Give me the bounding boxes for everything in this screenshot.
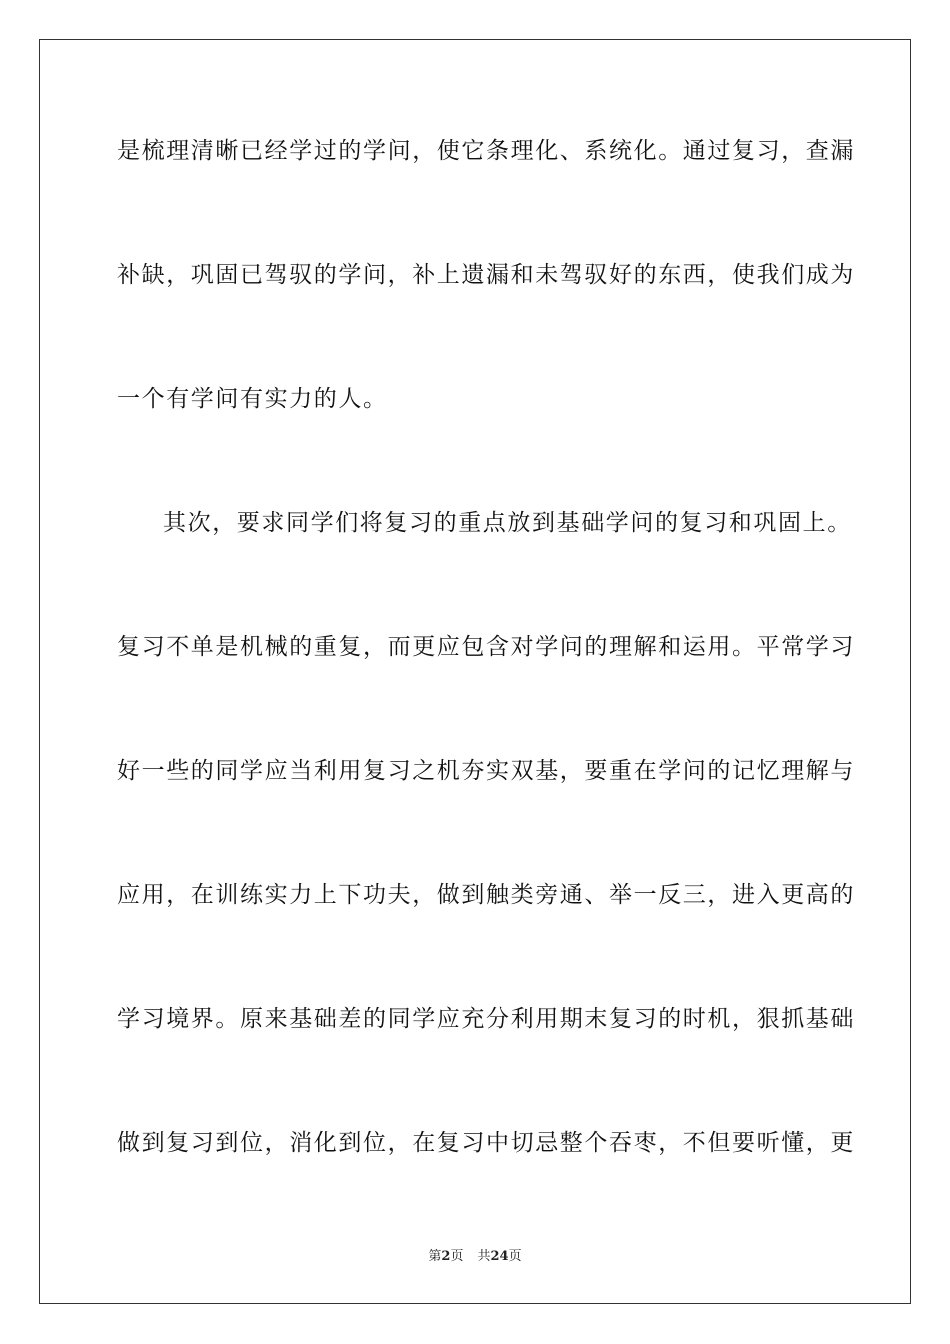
page-prefix: 第: [428, 1249, 442, 1264]
text-line-5: 复习不单是机械的重复，而更应包含对学问的理解和运用。平常学习: [117, 634, 855, 660]
text-line-9: 做到复习到位，消化到位，在复习中切忌整个吞枣，不但要听懂，更: [117, 1130, 855, 1156]
page-border: [39, 39, 911, 1304]
text-line-7: 应用，在训练实力上下功夫，做到触类旁通、举一反三，进入更高的: [117, 882, 855, 908]
total-suffix: 页: [508, 1249, 522, 1264]
text-line-8: 学习境界。原来基础差的同学应充分利用期末复习的时机，狠抓基础: [117, 1006, 855, 1032]
total-prefix: 共: [477, 1249, 491, 1264]
page-footer: [0, 1248, 950, 1266]
text-line-1: 是梳理清晰已经学过的学问，使它条理化、系统化。通过复习，查漏: [117, 138, 855, 164]
page-number: 2: [441, 1249, 451, 1264]
text-line-4: 其次，要求同学们将复习的重点放到基础学问的复习和巩固上。: [163, 510, 852, 536]
total-pages: 24: [490, 1249, 509, 1264]
text-line-6: 好一些的同学应当利用复习之机夯实双基，要重在学问的记忆理解与: [117, 758, 855, 784]
page-suffix: 页: [450, 1249, 464, 1264]
text-line-2: 补缺，巩固已驾驭的学问，补上遗漏和未驾驭好的东西，使我们成为: [117, 262, 855, 288]
text-line-3: 一个有学问有实力的人。: [117, 386, 388, 412]
